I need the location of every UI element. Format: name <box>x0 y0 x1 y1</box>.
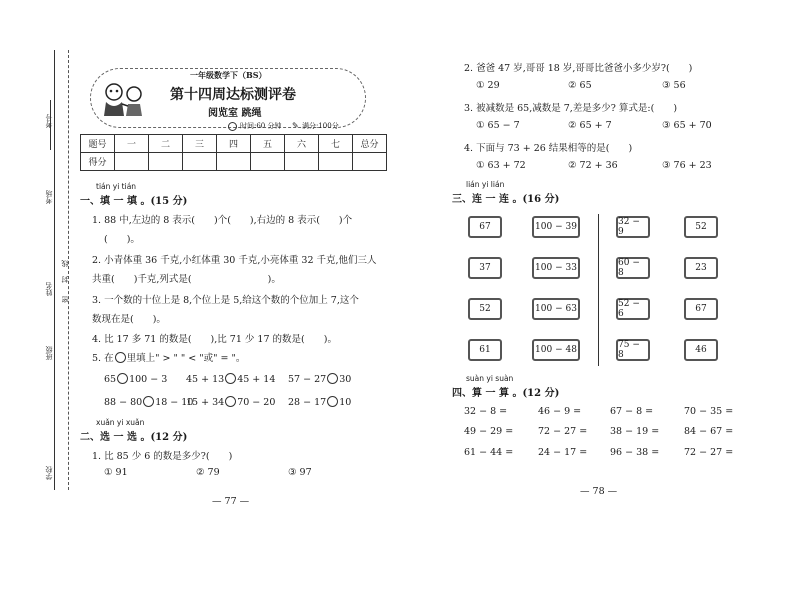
s1-question-2: 2. 小青体重 36 千克,小红体重 30 千克,小亮体重 32 千克,他们三人 <box>92 255 377 266</box>
pencil-icon: ✎ <box>292 121 299 130</box>
s2-q3-option-3[interactable]: ③ 65 + 70 <box>662 120 712 131</box>
section4-title: 四、算 一 算 。(12 分) <box>452 388 560 399</box>
binding-strip <box>0 50 70 490</box>
score-table-cell: 二 <box>149 135 183 153</box>
score-input-cell[interactable] <box>285 153 319 171</box>
match-card[interactable]: 67 <box>468 216 502 238</box>
match-card[interactable]: 37 <box>468 257 502 279</box>
mascot-icon <box>100 80 146 120</box>
calc-item[interactable]: 84 − 67 = <box>684 426 734 437</box>
score-table-cell: 六 <box>285 135 319 153</box>
page-subtitle: 阅览室 跳绳 <box>208 108 262 119</box>
compare-circle-input[interactable] <box>327 396 338 407</box>
score-table-cell: 四 <box>217 135 251 153</box>
s2-question-4: 4. 下面与 73 + 26 结果相等的是( ) <box>464 143 633 154</box>
score-table-cell: 一 <box>115 135 149 153</box>
blank-circle-icon <box>115 352 126 363</box>
seal-mark-seal: 封 <box>61 276 69 283</box>
calc-item[interactable]: 96 − 38 = <box>610 447 660 458</box>
calc-item[interactable]: 24 − 17 = <box>538 447 588 458</box>
compare-circle-input[interactable] <box>225 396 236 407</box>
compare-item: 15 + 34 70 − 20 <box>186 397 276 408</box>
score-table-score-row <box>81 153 387 171</box>
calc-item[interactable]: 70 − 35 = <box>684 406 734 417</box>
exam-seat-label: 考场 <box>45 190 53 204</box>
score-input-cell[interactable] <box>319 153 353 171</box>
s2-q1-option-1[interactable]: ① 91 <box>104 467 128 478</box>
s1-question-2-cont: 共重( )千克,列式是( )。 <box>92 274 281 285</box>
s2-q4-option-1[interactable]: ① 63 + 72 <box>476 160 526 171</box>
match-card[interactable]: 75 − 8 <box>616 339 650 361</box>
section3-pinyin: lián yi lián <box>466 180 505 189</box>
s2-q1-option-2[interactable]: ② 79 <box>196 467 220 478</box>
match-card[interactable]: 46 <box>684 339 718 361</box>
s1-question-3-cont: 数现在是( )。 <box>92 314 166 325</box>
solid-rule-line <box>54 50 55 490</box>
score-table-cell: 题号 <box>81 135 115 153</box>
score-input-cell[interactable] <box>251 153 285 171</box>
school-label: 学校 <box>45 466 53 480</box>
class-label: 班级 <box>45 346 53 360</box>
s2-question-1: 1. 比 85 少 6 的数是多少?( ) <box>92 451 233 462</box>
calc-item[interactable]: 72 − 27 = <box>684 447 734 458</box>
s1-q5-text-b: 里填上" > " " < "或" = "。 <box>126 353 246 364</box>
score-table-cell: 总分 <box>353 135 387 153</box>
s2-q1-option-3[interactable]: ③ 97 <box>288 467 312 478</box>
dashed-cut-line <box>68 50 69 490</box>
score-input-cell[interactable] <box>115 153 149 171</box>
score-table-header-row <box>81 135 387 153</box>
s2-q3-option-1[interactable]: ① 65 − 7 <box>476 120 520 131</box>
seal-mark-secret: 密 <box>61 296 69 303</box>
calc-item[interactable]: 46 − 9 = <box>538 406 582 417</box>
s2-q3-option-2[interactable]: ② 65 + 7 <box>568 120 612 131</box>
full-score: 满分:100分 <box>302 122 339 130</box>
score-table-cell: 七 <box>319 135 353 153</box>
time-limit: 时间:60 分钟 <box>240 122 282 130</box>
match-card[interactable]: 61 <box>468 339 502 361</box>
s1-question-4: 4. 比 17 多 71 的数是( ),比 71 少 17 的数是( )。 <box>92 334 337 345</box>
s2-question-3: 3. 被减数是 65,减数是 7,差是多少? 算式是:( ) <box>464 103 678 114</box>
compare-item: 65 100 − 3 <box>104 374 168 385</box>
match-card[interactable]: 67 <box>684 298 718 320</box>
match-card[interactable]: 100 − 63 <box>532 298 580 320</box>
s1-question-1-cont: ( )。 <box>104 234 140 245</box>
calc-item[interactable]: 49 − 29 = <box>464 426 514 437</box>
calc-item[interactable]: 38 − 19 = <box>610 426 660 437</box>
match-card[interactable]: 32 − 9 <box>616 216 650 238</box>
score-table-cell: 得分 <box>81 153 115 171</box>
section1-pinyin: tián yi tián <box>96 182 137 191</box>
calc-item[interactable]: 32 − 8 = <box>464 406 508 417</box>
compare-circle-input[interactable] <box>143 396 154 407</box>
name-label: 姓名 <box>45 282 53 296</box>
exam-no-line <box>50 100 51 150</box>
section3-title: 三、连 一 连 。(16 分) <box>452 194 560 205</box>
matching-divider <box>598 214 599 366</box>
match-card[interactable]: 52 <box>684 216 718 238</box>
compare-item: 57 − 27 30 <box>288 374 352 385</box>
section4-pinyin: suàn yi suàn <box>466 374 514 383</box>
score-table <box>80 134 387 171</box>
score-input-cell[interactable] <box>217 153 251 171</box>
s1-question-5 <box>92 350 245 364</box>
score-table-cell: 五 <box>251 135 285 153</box>
s2-q2-option-1[interactable]: ① 29 <box>476 80 500 91</box>
compare-circle-input[interactable] <box>225 373 236 384</box>
score-table-cell: 三 <box>183 135 217 153</box>
section1-title: 一、填 一 填 。(15 分) <box>80 196 188 207</box>
match-card[interactable]: 100 − 33 <box>532 257 580 279</box>
match-card[interactable]: 60 − 8 <box>616 257 650 279</box>
s2-question-2: 2. 爸爸 47 岁,哥哥 18 岁,哥哥比爸爸小多少岁?( ) <box>464 63 693 74</box>
calc-item[interactable]: 61 − 44 = <box>464 447 514 458</box>
s2-q4-option-2[interactable]: ② 72 + 36 <box>568 160 618 171</box>
s1-q5-text-a: 5. 在 <box>92 353 114 364</box>
calc-item[interactable]: 72 − 27 = <box>538 426 588 437</box>
s1-question-1: 1. 88 中,左边的 8 表示( )个( ),右边的 8 表示( )个 <box>92 215 353 226</box>
score-input-cell[interactable] <box>149 153 183 171</box>
s1-question-3: 3. 一个数的十位上是 8,个位上是 5,给这个数的个位加上 7,这个 <box>92 295 359 306</box>
clock-icon <box>228 122 237 131</box>
seal-mark-line: 线 <box>61 260 69 267</box>
section2-title: 二、选 一 选 。(12 分) <box>80 432 188 443</box>
match-card[interactable]: 52 − 6 <box>616 298 650 320</box>
match-card[interactable]: 100 − 48 <box>532 339 580 361</box>
s2-q2-option-2[interactable]: ② 65 <box>568 80 592 91</box>
page-number-right: — 78 — <box>580 486 618 497</box>
calc-item[interactable]: 67 − 8 = <box>610 406 654 417</box>
s2-q4-option-3[interactable]: ③ 76 + 23 <box>662 160 712 171</box>
compare-item: 28 − 17 10 <box>288 397 352 408</box>
compare-item: 88 − 80 18 − 10 <box>104 397 194 408</box>
score-input-cell[interactable] <box>183 153 217 171</box>
compare-circle-input[interactable] <box>117 373 128 384</box>
match-card[interactable]: 23 <box>684 257 718 279</box>
match-card[interactable]: 52 <box>468 298 502 320</box>
match-card[interactable]: 100 − 39 <box>532 216 580 238</box>
exam-no-label: 考号 <box>45 114 53 128</box>
header-grade-label: 一年级数学下（BS） <box>190 70 267 80</box>
compare-circle-input[interactable] <box>327 373 338 384</box>
s2-q2-option-3[interactable]: ③ 56 <box>662 80 686 91</box>
compare-item: 45 + 13 45 + 14 <box>186 374 276 385</box>
score-input-cell[interactable] <box>353 153 387 171</box>
page-number-left: — 77 — <box>212 496 250 507</box>
page-title: 第十四周达标测评卷 <box>170 87 296 103</box>
section2-pinyin: xuǎn yi xuǎn <box>96 418 145 427</box>
